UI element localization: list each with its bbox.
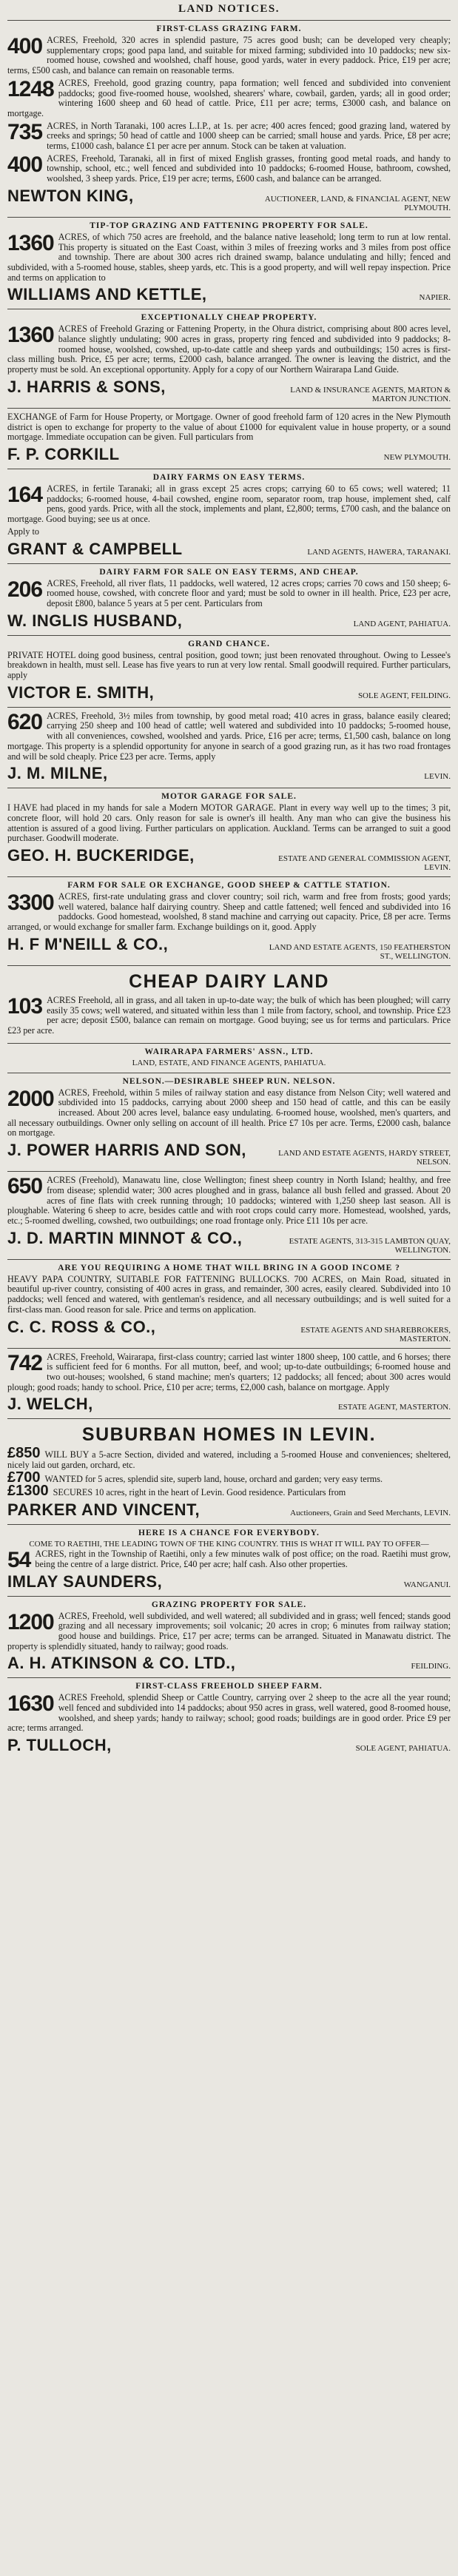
agent-signature <box>7 445 451 464</box>
ad-paragraph <box>7 121 451 152</box>
agent-signature <box>7 1229 451 1255</box>
price-figure: £700 <box>7 1469 41 1486</box>
advertisements-column <box>7 20 451 1760</box>
agent-name: GRANT & CAMPBELL <box>7 539 183 558</box>
acreage-figure: 103 <box>7 993 43 1019</box>
agent-signature <box>7 540 451 559</box>
agent-name: VICTOR E. SMITH, <box>7 682 155 702</box>
agent-title: LAND AND ESTATE AGENTS, HARDY STREET, NELSON. <box>278 1149 451 1167</box>
ad-banner: CHEAP DAIRY LAND <box>129 970 329 992</box>
ad-paragraph <box>7 579 451 609</box>
ad-heading: ARE YOU REQUIRING A HOME THAT WILL BRING IN A GOOD INCOME ? <box>58 1263 400 1272</box>
agent-name: J. WELCH, <box>7 1395 93 1414</box>
ad-body-text: HEAVY PAPA COUNTRY, SUITABLE FOR FATTENING BULLOCKS. 700 ACRES, on Main Road, situated in beautiful up-river country, consisting of 400 acres in grass, and remainder, 300 acres, easily cleared. Subdivided into 10 paddocks; well fenced and watered, with gentleman's residence, and all necessary outbuildings; and is well suited for a first-class man. Good reason for sale. Price and terms on application. <box>7 1273 451 1315</box>
advertisement <box>7 469 451 563</box>
ad-paragraph <box>7 651 451 681</box>
agent-title: ESTATE AGENTS, 313-315 LAMBTON QUAY, WELLINGTON. <box>289 1236 451 1255</box>
agent-title: SOLE AGENT, PAHIATUA. <box>355 1744 451 1754</box>
ad-heading: NELSON.—DESIRABLE SHEEP RUN. NELSON. <box>122 1076 336 1086</box>
ad-body-text: ACRES Freehold, all in grass, and all taken in up-to-date way; the bulk of which has been ploughed; will carry easily 35 cows; well watered, and situated within less than 1 mile from factory, school, and township. Price £23 per acre; deposit £500, balance can remain on mortgage. Good buying; see us for terms and particulars. Price £23 per acre. <box>7 994 451 1036</box>
ad-paragraph <box>7 1693 451 1734</box>
acreage-figure: 1360 <box>7 230 54 255</box>
agent-title: ESTATE AGENT, MASTERTON. <box>337 1403 451 1412</box>
agent-signature <box>7 1395 451 1414</box>
acreage-figure: 1360 <box>7 323 54 348</box>
ad-body-text: EXCHANGE of Farm for House Property, or Mortgage. Owner of good freehold farm of 120 acres in the New Plymouth district is open to exchange for property to the value of about £1000 for equivalent value in house property, or a sound mortgage. Immediate occupation can be given. Full particulars from <box>7 411 451 443</box>
agent-signature <box>7 1318 451 1344</box>
agent-signature <box>7 378 451 403</box>
ad-paragraph <box>7 484 451 525</box>
advertisement <box>7 788 451 876</box>
ad-body-text: ACRES (Freehold), Manawatu line, close Wellington; finest sheep country in North Island; healthy, and free from disease; splendid water; 300 acres ploughed and in grass, balance all bush felled and grassed. About 20 acres of fine flats with creek running through; 10 paddocks; wintered with 1,250 sheep last season. All is ploughable. Watering 6 sheep to acre, besides cattle and with root crops could carry more. Homestead, woolshed, yards, etc.; 5-roomed dwelling, cowshed, two outbuildings; one road frontage only. Price £11 10s per acre. <box>7 1175 451 1226</box>
ad-body-text: I HAVE had placed in my hands for sale a Modern MOTOR GARAGE. Plant in every way well up to the times; 3 pit, concrete floor, will hold 20 cars. Only reason for sale is owner's ill health. Any man who can give the business his attention is assured of a good living. Further particulars on application. Auckland. Terms can be arranged to suit a good purchaser. Goodwill moderate. <box>7 802 451 844</box>
acreage-figure: 1248 <box>7 76 54 101</box>
agent-name: H. F M'NEILL & CO., <box>7 934 169 953</box>
ad-body-text: ACRES, Freehold, Taranaki, all in first of mixed English grasses, fronting good metal roads, and handy to township, school, etc.; well fenced and subdivided into 10 paddocks; 6-roomed House, bathroom, cowshed, woolshed, 3 sheep yards. Price, £19 per acre; terms, £600 cash, and balance can be arranged. <box>47 152 451 184</box>
ad-paragraph <box>7 232 451 284</box>
ad-paragraph <box>7 1445 451 1471</box>
agent-title: LAND AND ESTATE AGENTS, 150 FEATHERSTON ST., WELLINGTON. <box>269 942 451 961</box>
agent-signature <box>7 1500 451 1520</box>
agent-name: J. POWER HARRIS AND SON, <box>7 1141 246 1160</box>
agent-signature <box>7 187 451 212</box>
ad-body-text: ACRES, Freehold, within 5 miles of railway station and easy distance from Nelson City; well watered and subdivided into 15 paddocks, carrying about 2000 sheep and 150 head of cattle, and this can be easily increased. About 200 acres level, balance easy undulating. 6-roomed house, woolshed, men's quarters, and all necessary outbuildings. Owner only selling on account of ill health. Price £7 10s per acre. Terms, £2000 cash, balance on mortgage. <box>7 1087 451 1138</box>
acreage-figure: 2000 <box>7 1086 54 1111</box>
advertisement <box>7 217 451 309</box>
agent-title: ESTATE AGENTS AND SHAREBROKERS, MASTERTON. <box>300 1325 451 1344</box>
ad-paragraph <box>7 154 451 184</box>
ad-body-text: ACRES, Freehold, all river flats, 11 paddocks, well watered, 12 acres crops; carries 70 cows and 150 sheep; 6-roomed house, cowshed, with concrete floor and yard; must be sold to owner in ill health. Price, £23 per acre, deposit £800, balance 5 years at 5 per cent. Particulars from <box>47 577 451 608</box>
agent-title: SOLE AGENT, FEILDING. <box>357 691 451 700</box>
ad-heading: FIRST-CLASS GRAZING FARM. <box>156 24 302 33</box>
advertisement <box>7 1418 451 1524</box>
agent-title: NAPIER. <box>419 293 451 303</box>
advertisement <box>7 707 451 788</box>
agent-name: PARKER AND VINCENT, <box>7 1500 201 1520</box>
agent-signature <box>7 1141 451 1167</box>
acreage-figure: 3300 <box>7 890 54 916</box>
ad-body-text: ACRES, Freehold, well subdivided, and well watered; all subdivided and in grass; well fenced; stands good grazing and all necessary improvements; soil volcanic; 20 acres in crop; 6 minutes from railway station; good house and buildings. Price, £17 per acre; terms can be arranged. Situated in Manawatu district. The property is splendidly situated, handy to railway; good roads. <box>7 1610 451 1651</box>
ad-body-text: SECURES 10 acres, right in the heart of Levin. Good residence. Particulars from <box>53 1487 346 1498</box>
agent-title: LAND AGENT, PAHIATUA. <box>353 619 451 628</box>
advertisement <box>7 20 451 217</box>
ad-heading: TIP-TOP GRAZING AND FATTENING PROPERTY FOR SALE. <box>90 221 368 230</box>
ad-body-text: PRIVATE HOTEL doing good business, central position, good town; just been renovated throughout. Owing to Lessee's breakdown in health, must sell. Lease has five years to run at very low rental. Small goodwill required. Further particulars, apply <box>7 649 451 681</box>
ad-heading: DAIRY FARM FOR SALE ON EASY TERMS, AND CHEAP. <box>99 567 359 577</box>
ad-paragraph <box>7 711 451 762</box>
agent-name: J. HARRIS & SONS, <box>7 377 166 396</box>
advertisement <box>7 1677 451 1760</box>
acreage-figure: 650 <box>7 1174 43 1199</box>
ad-paragraph <box>7 993 451 1036</box>
advertisement <box>7 1259 451 1348</box>
ad-paragraph <box>7 1088 451 1139</box>
section-heading: LAND NOTICES. <box>178 3 280 15</box>
agent-name: A. H. ATKINSON & CO. LTD., <box>7 1654 236 1673</box>
agent-signature <box>7 935 451 961</box>
ad-body-text: Apply to <box>7 526 39 537</box>
agent-signature <box>7 1572 451 1591</box>
agent-signature <box>7 683 451 702</box>
agent-title: NEW PLYMOUTH. <box>383 452 451 462</box>
ad-heading: FARM FOR SALE OR EXCHANGE, GOOD SHEEP & CATTLE STATION. <box>67 881 391 890</box>
ad-paragraph <box>7 1275 451 1315</box>
ad-subheading: COME TO RAETIHI, THE LEADING TOWN OF THE KING COUNTRY. THIS IS WHAT IT WILL PAY TO OFFER— <box>29 1540 429 1549</box>
ad-heading: GRAZING PROPERTY FOR SALE. <box>151 1600 307 1609</box>
ad-paragraph <box>7 1352 451 1393</box>
agent-name: F. P. CORKILL <box>7 444 120 463</box>
acreage-figure: 1630 <box>7 1691 54 1717</box>
ad-body-text: ACRES, Freehold, 3½ miles from township, by good metal road; 410 acres in grass, balance easily cleared; carrying 250 sheep and 100 head of cattle; well watered and subdivided into 10 paddocks; 5-roomed house, with all conveniences, cowshed, woolshed and yards. Price, £16 per acre; terms, £1,500 cash, balance on long mortgage. This property is a splendid opportunity for anyone in search of a good grazing run, as it has two road frontages and will be sold cheaply. Price £23 per acre. Terms, apply <box>7 710 451 762</box>
ad-heading: DAIRY FARMS ON EASY TERMS. <box>152 472 306 482</box>
acreage-figure: 400 <box>7 152 43 177</box>
agent-title: LAND & INSURANCE AGENTS, MARTON & MARTON JUNCTION. <box>290 385 451 403</box>
agent-title: LAND AGENTS, HAWERA, TARANAKI. <box>307 547 451 557</box>
agent-title: FEILDING. <box>411 1662 451 1671</box>
ad-body-text: ACRES, in North Taranaki, 100 acres L.I.P., at 1s. per acre; 400 acres fenced; good grazing land, watered by creeks and springs; 50 head of cattle and 1000 sheep can be carried; small house and yards. Price, £8 per acre; terms, £1000 cash, balance £1 per acre per annum. Stock can be taken at valuation. <box>47 120 451 152</box>
ad-banner: SUBURBAN HOMES IN LEVIN. <box>81 1424 377 1446</box>
ad-heading: FIRST-CLASS FREEHOLD SHEEP FARM. <box>135 1682 323 1691</box>
agent-signature <box>7 285 451 304</box>
acreage-figure: 54 <box>7 1548 31 1573</box>
ad-paragraph <box>7 1611 451 1652</box>
advertisement <box>7 635 451 707</box>
ad-paragraph <box>7 527 451 537</box>
ad-paragraph <box>7 1469 451 1486</box>
ad-body-text: ACRES, Freehold, good grazing country, papa formation; well fenced and subdivided into convenient paddocks; good five-roomed house, woolshed, shearers' whare, cowbail, garden, yards; all in good order; wintering 1600 sheep and 60 head of cattle. Price, £11 per acre; terms, £3000 cash, and balance on mortgage. <box>7 77 451 118</box>
ad-paragraph <box>7 1483 451 1500</box>
agent-signature <box>7 846 451 872</box>
advertisement <box>7 1043 451 1073</box>
ad-body-text: ACRES, right in the Township of Raetihi, only a few minutes walk of post office; on the road. Raetihi must grow, being the centre of a large district. Price, £40 per acre; half cash. Also other properties. <box>35 1549 451 1569</box>
agent-name: NEWTON KING, <box>7 186 134 205</box>
ad-body-text: WANTED for 5 acres, splendid site, superb land, house, orchard and garden; very easy terms. <box>44 1473 383 1484</box>
advertisement <box>7 965 451 1043</box>
acreage-figure: 164 <box>7 482 43 507</box>
agent-name: J. D. MARTIN MINNOT & CO., <box>7 1228 243 1247</box>
agent-signature <box>7 1654 451 1673</box>
ad-paragraph <box>7 412 451 443</box>
ad-paragraph <box>7 78 451 119</box>
advertisement <box>7 1348 451 1419</box>
advertisement <box>7 1171 451 1259</box>
advertisement <box>7 1073 451 1172</box>
advertisement <box>7 563 451 635</box>
advertisement <box>7 1524 451 1595</box>
advertisement <box>7 309 451 408</box>
ad-body-text: ACRES, Freehold, Wairarapa, first-class country; carried last winter 1800 sheep, 100 cattle, and 6 horses; there is sufficient feed for 6 months. For all mutton, beef, and wool; up-to-date outbuildings; 6-roomed house and two out-houses; woolshed, 6 stand machine; men's quarters; 12 paddocks; all fenced; about 300 acres would plough; good roads; handy to school. Price, £10 per acre; terms, £2,000 cash, balance on mortgage. Apply <box>7 1351 451 1392</box>
acreage-figure: 1200 <box>7 1609 54 1634</box>
agent-name: P. TULLOCH, <box>7 1736 112 1755</box>
agent-title: WANGANUI. <box>403 1580 451 1589</box>
ad-body-text: ACRES, of which 750 acres are freehold, and the balance native leasehold; long term to run at low rental. This property is situated on the East Coast, within 3 miles of freezing works and 3 miles from post office and township. There are about 300 acres rich drained swamp, balance undulating and hilly; fenced and subdivided, with a 5-roomed house, stables, sheep yards, etc. This is a good property, and will well repay inspection. Price and terms on application to <box>7 231 451 283</box>
ad-body-text: ACRES of Freehold Grazing or Fattening Property, in the Ohura district, comprising about 800 acres level, balance slightly undulating; 900 acres in grass, property ring fenced and subdivided into 9 paddocks; 8-roomed house, woolshed, cowshed, up-to-date cattle and sheep yards and outbuildings; 150 acres is first-class milling bush. Price, £5 per acre; terms, £2000 cash, balance arranged. The owner is leaving the district, and the property must be sold. An exceptional opportunity. Apply for a copy of our Northern Wairarapa Land Guide. <box>7 323 451 375</box>
ad-heading: HERE IS A CHANCE FOR EVERYBODY. <box>138 1529 320 1538</box>
agent-name: W. INGLIS HUSBAND, <box>7 611 183 630</box>
agent-title: ESTATE AND GENERAL COMMISSION AGENT, LEVIN. <box>278 854 451 873</box>
ad-paragraph <box>7 1175 451 1227</box>
agent-name: IMLAY SAUNDERS, <box>7 1572 163 1591</box>
agent-name: C. C. ROSS & CO., <box>7 1317 156 1336</box>
advertisement <box>7 1596 451 1678</box>
ad-paragraph <box>7 324 451 375</box>
ad-heading: EXCEPTIONALLY CHEAP PROPERTY. <box>141 313 317 323</box>
ad-heading: MOTOR GARAGE FOR SALE. <box>161 792 297 802</box>
ad-body-text: WILL BUY a 5-acre Section, divided and watered, including a 5-roomed House and conveniences; sheltered, nicely laid out garden, orchard, etc. <box>7 1449 451 1471</box>
advertisement <box>7 876 451 965</box>
acreage-figure: 735 <box>7 119 43 144</box>
ad-subheading: LAND, ESTATE, AND FINANCE AGENTS, PAHIATUA. <box>132 1058 326 1067</box>
agent-name: J. M. MILNE, <box>7 764 108 783</box>
price-figure: £850 <box>7 1445 41 1462</box>
ad-paragraph <box>7 1548 451 1573</box>
agent-title: LEVIN. <box>424 772 451 782</box>
acreage-figure: 206 <box>7 577 43 602</box>
advertisement <box>7 408 451 469</box>
ad-paragraph <box>7 36 451 76</box>
agent-signature <box>7 1736 451 1755</box>
agent-name: WILLIAMS AND KETTLE, <box>7 285 207 304</box>
ad-body-text: ACRES, first-rate undulating grass and clover country; soil rich, warm and free from frosts; good yards; well watered, balance half dairying country. Sheep and cattle fattened; well fenced and subdivided into 16 paddocks. Good homestead, woolshed, 8 stand machine and carrying out capacity. Price, £8 per acre. Terms arranged, or would exchange for smaller farm. Exchange buildings on it, good. Apply <box>7 891 451 933</box>
ad-paragraph <box>7 892 451 933</box>
ad-body-text: ACRES Freehold, splendid Sheep or Cattle Country, carrying over 2 sheep to the acre all the year round; well fenced and subdivided into 14 paddocks; about 950 acres in grass, well watered, good 8-roomed house, woolshed, and sheep yards; handy to railway; school; good roads; buildings are in good order. Price £9 per acre; terms arranged. <box>7 1692 451 1734</box>
acreage-figure: 400 <box>7 34 43 58</box>
ad-body-text: ACRES, in fertile Taranaki; all in grass except 25 acres crops; carrying 60 to 65 cows; well watered; 11 paddocks; 6-roomed house, 4-bail cowshed, engine room, separator room, trap house, implement shed, calf pens, good yards. Price, with all the stock, implements and plant, £2,800; terms, £700 cash, and the balance on mortgage. Good buying; see us at once. <box>7 483 451 525</box>
agent-title: Auctioneers, Grain and Seed Merchants, LEVIN. <box>290 1509 451 1518</box>
agent-title: AUCTIONEER, LAND, & FINANCIAL AGENT, NEW PLYMOUTH. <box>264 194 451 212</box>
ad-paragraph <box>7 803 451 844</box>
ad-body-text: ACRES, Freehold, 320 acres in splendid pasture, 75 acres good bush; can be developed very cheaply; supplementary crops; good papa land, and suitable for mixed farming; subdivided into 10 paddocks; new six-roomed house, cowshed and woolshed, chaff house, good yards, water in every paddock. Price, £19 per acre; terms, £500 cash, and balance can remain on reasonable terms. <box>7 35 451 76</box>
agent-signature <box>7 764 451 783</box>
ad-heading: GRAND CHANCE. <box>188 639 270 648</box>
agent-signature <box>7 611 451 631</box>
agent-name: GEO. H. BUCKERIDGE, <box>7 846 195 865</box>
price-figure: £1300 <box>7 1483 49 1500</box>
ad-heading: WAIRARAPA FARMERS' ASSN., LTD. <box>144 1047 314 1056</box>
acreage-figure: 742 <box>7 1350 43 1375</box>
acreage-figure: 620 <box>7 709 43 734</box>
